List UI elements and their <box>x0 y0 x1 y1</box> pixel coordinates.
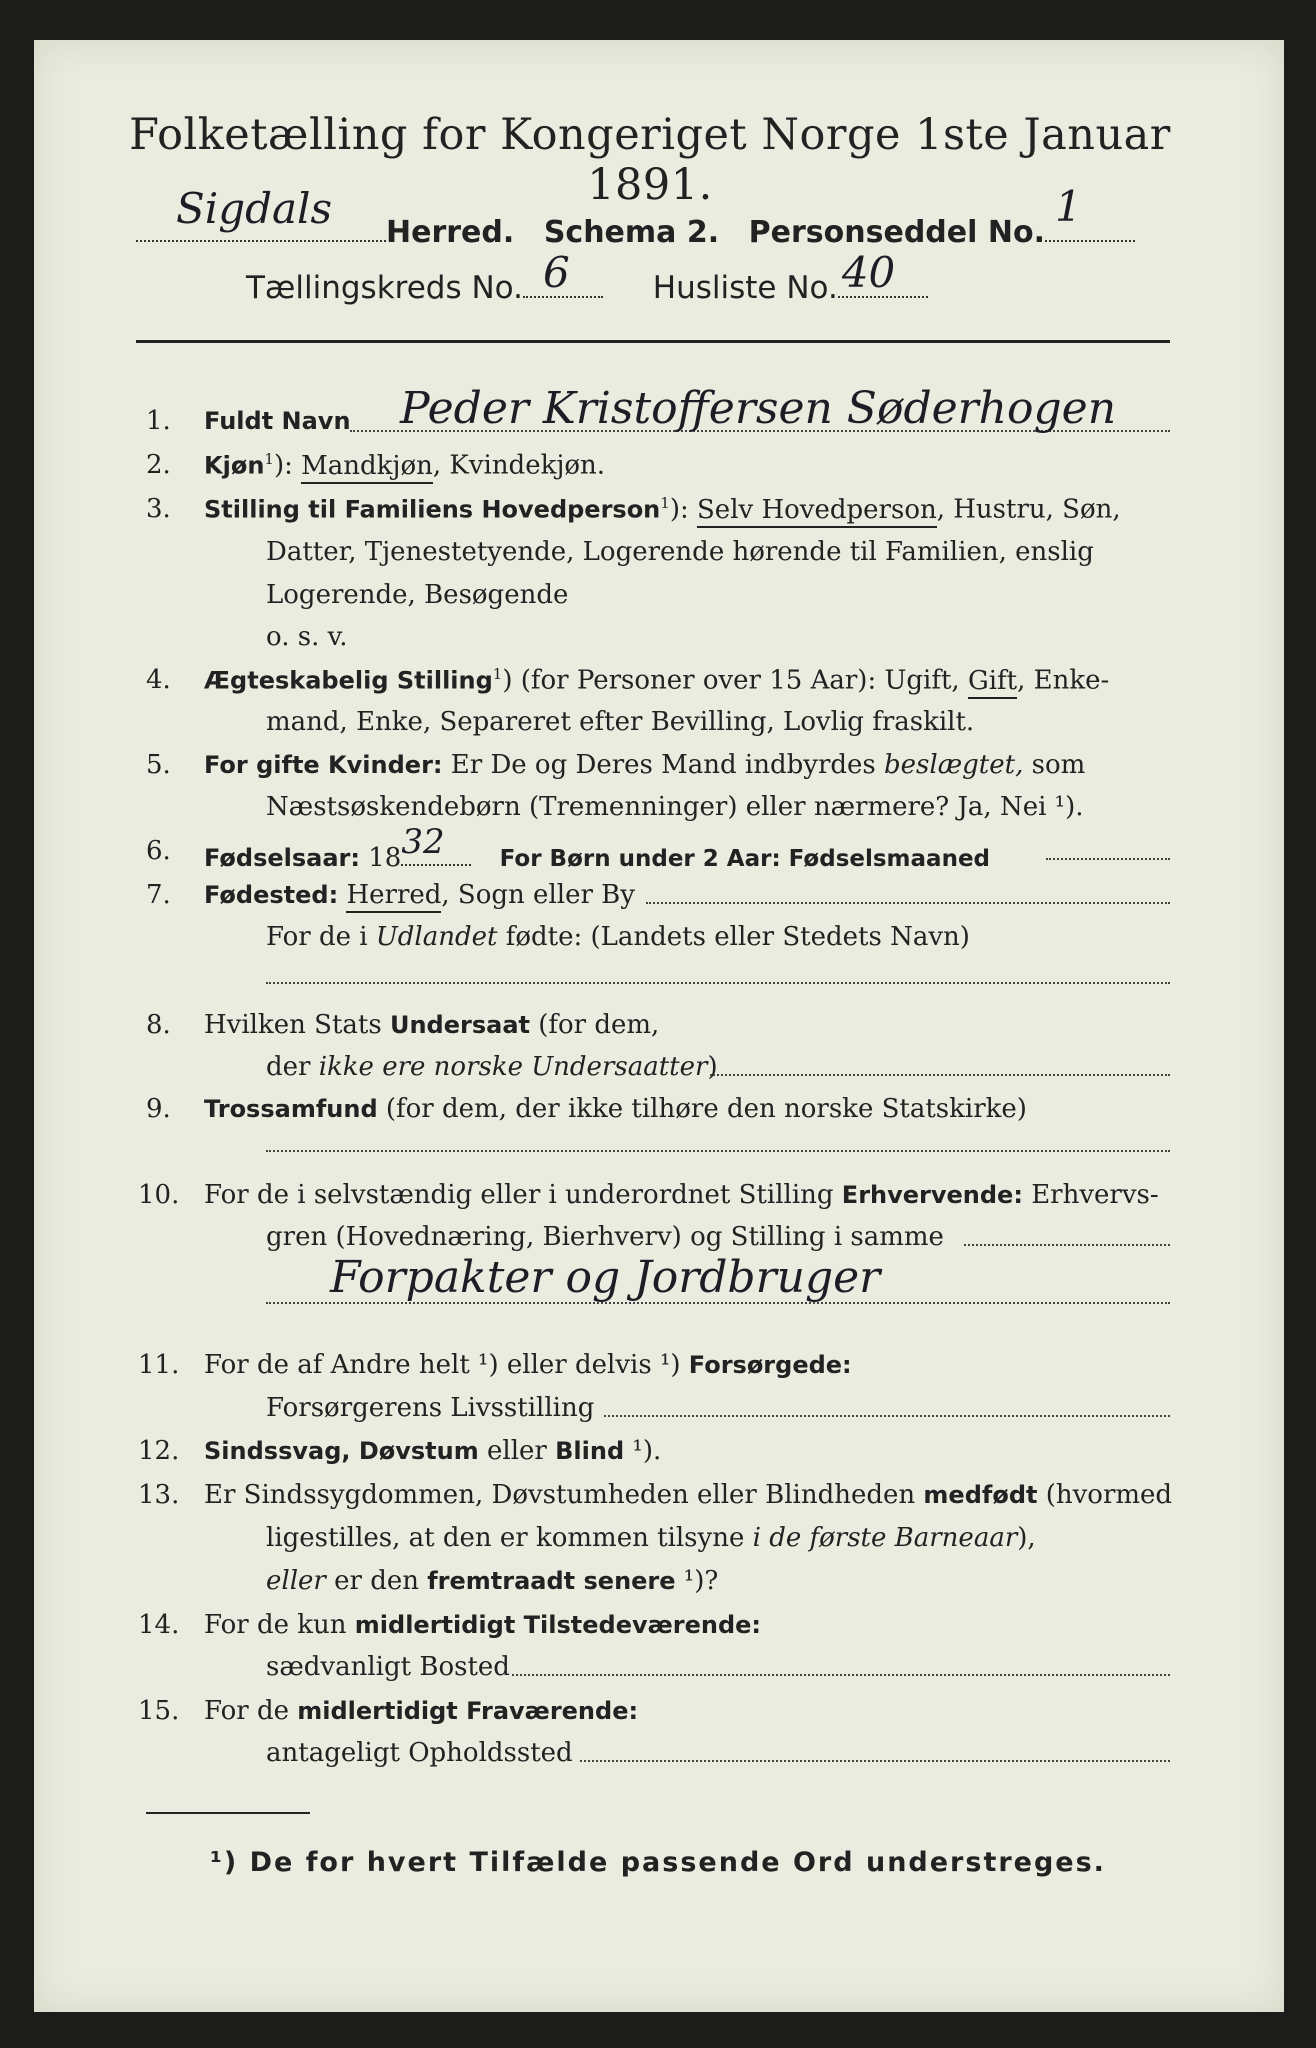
item-8-line-2-a: der <box>266 1052 319 1082</box>
item-6-label: Fødselsaar: <box>204 844 360 872</box>
item-7-line-2 <box>266 922 970 952</box>
item-10-line-2: gren (Hovednæring, Bierhverv) og Stilling i samme <box>266 1222 944 1252</box>
item-3 <box>204 494 1121 525</box>
item-7-fill-line <box>646 902 1170 904</box>
item-8-fill-line <box>710 1074 1170 1076</box>
item-8-text-b: (for dem, <box>529 1010 660 1040</box>
item-3-text-b: , Hustru, Søn, <box>936 494 1121 525</box>
item-2 <box>204 450 605 481</box>
item-14-line-2: sædvanligt Bosted <box>266 1652 510 1682</box>
kreds-label: Tællingskreds No. <box>246 270 523 306</box>
birth-year-value: 32 <box>401 822 445 862</box>
item-11-label: Forsørgede: <box>688 1351 852 1379</box>
herred-line <box>136 182 1166 250</box>
item-4-text-b: , Enke- <box>1017 665 1110 696</box>
item-6-fill-line <box>1046 858 1170 860</box>
item-6-number: 6. <box>146 836 171 866</box>
item-1 <box>204 406 351 436</box>
item-7 <box>204 880 635 910</box>
item-11-fill-line <box>604 1415 1170 1417</box>
item-2-text: ): <box>273 450 302 481</box>
full-name-value: Peder Kristoffersen Søderhogen <box>400 383 1117 434</box>
item-13-label: medfødt <box>923 1481 1038 1509</box>
husliste-value: 40 <box>841 248 896 297</box>
header-divider <box>136 340 1170 343</box>
item-10-label: Erhvervende: <box>841 1181 1023 1209</box>
item-9 <box>204 1094 1027 1124</box>
item-14-fill-line <box>512 1674 1170 1676</box>
item-6-text-b: For Børn under 2 Aar: Fødselsmaaned <box>499 846 991 872</box>
item-7-line-2-italic: Udlandet <box>375 922 498 952</box>
footnote-ref: 1 <box>492 665 503 683</box>
item-3-line-3: Logerende, Besøgende <box>266 580 569 610</box>
item-11 <box>204 1350 852 1380</box>
item-14 <box>204 1610 761 1640</box>
footnote-ref: 1 <box>660 494 670 512</box>
item-13-line-2-b: ), <box>1017 1523 1036 1553</box>
item-12 <box>204 1436 661 1466</box>
item-2-label: Kjøn <box>204 451 265 480</box>
footnote-ref: 1 <box>264 450 274 468</box>
kreds-value: 6 <box>542 248 570 297</box>
item-12-label: Sindssvag, Døvstum <box>204 1437 479 1465</box>
item-1-number: 1. <box>146 406 171 436</box>
item-9-fill-line <box>266 1150 1170 1152</box>
item-3-line-2: Datter, Tjenestetyende, Logerende hørende til Familien, enslig <box>266 537 1094 567</box>
item-12-text-b: ¹). <box>624 1436 662 1466</box>
item-3-text: ): <box>669 494 697 525</box>
schema-label: Schema 2. <box>543 215 720 250</box>
item-5-line-2: Næstsøskendebørn (Tremenninger) eller nærmere? Ja, Nei ¹). <box>266 792 1084 822</box>
item-7-number: 7. <box>146 880 171 910</box>
item-13 <box>204 1480 1172 1510</box>
item-10-number: 10. <box>138 1180 180 1210</box>
item-13-text: Er Sindssygdommen, Døvstumheden eller Blindheden <box>204 1480 924 1510</box>
item-15 <box>204 1696 638 1726</box>
item-3-number: 3. <box>146 494 171 524</box>
item-4-number: 4. <box>146 665 171 695</box>
item-7-text-b: , Sogn eller By <box>441 880 635 910</box>
item-8-line-2-b: ) <box>707 1052 718 1082</box>
item-10-text-b: Erhvervs- <box>1022 1180 1159 1210</box>
item-7-abroad-line <box>266 982 1170 984</box>
item-14-label: midlertidigt Tilstedeværende: <box>354 1611 762 1639</box>
item-8-line-2-italic: ikke ere norske Undersaatter <box>318 1052 708 1082</box>
item-13-line-2-a: ligestilles, at den er kommen tilsyne <box>266 1523 753 1553</box>
position-selected: Selv Hovedperson <box>697 495 937 528</box>
item-13-line-3-c: ¹)? <box>675 1566 719 1596</box>
item-15-text: For de <box>204 1696 298 1726</box>
item-13-line-2 <box>266 1523 1036 1553</box>
item-8-text: Hvilken Stats <box>204 1010 390 1040</box>
birth-year-prefix: 18 <box>368 843 402 873</box>
item-9-number: 9. <box>146 1094 171 1124</box>
item-1-label: Fuldt Navn <box>204 407 351 435</box>
item-10-text: For de i selvstændig eller i underordnet Stilling <box>204 1180 842 1210</box>
item-14-text: For de kun <box>204 1610 355 1640</box>
item-15-line-2: antageligt Opholdssted <box>266 1738 573 1768</box>
occupation-value: Forpakter og Jordbruger <box>330 1252 881 1303</box>
item-3-line-4: o. s. v. <box>266 622 348 652</box>
item-12-number: 12. <box>138 1436 180 1466</box>
item-4-line-2: mand, Enke, Separeret efter Bevilling, Lovlig fraskilt. <box>266 707 975 737</box>
item-8-number: 8. <box>146 1010 171 1040</box>
item-13-line-3-italic: eller <box>266 1566 326 1596</box>
item-4-text: ) (for Personer over 15 Aar): Ugift, <box>502 665 968 696</box>
herred-value: Sigdals <box>176 184 333 233</box>
marital-selected: Gift <box>968 666 1017 699</box>
item-5-label: For gifte Kvinder: <box>204 751 443 779</box>
item-15-number: 15. <box>138 1696 180 1726</box>
personseddel-value: 1 <box>1054 182 1082 231</box>
item-7-line-2-b: fødte: (Landets eller Stedets Navn) <box>497 922 970 952</box>
item-9-text-b: (for dem, der ikke tilhøre den norske Statskirke) <box>377 1094 1027 1124</box>
item-13-line-3-a: er den <box>325 1566 428 1596</box>
herred-label: Herred. <box>386 215 515 250</box>
item-8-label: Undersaat <box>389 1011 530 1039</box>
item-6 <box>204 822 991 873</box>
item-13-line-3 <box>266 1566 718 1596</box>
item-4 <box>204 665 1109 696</box>
item-11-number: 11. <box>138 1350 180 1380</box>
item-8-line-2 <box>266 1052 718 1082</box>
item-2-number: 2. <box>146 450 171 480</box>
item-8 <box>204 1010 659 1040</box>
item-7-line-2-a: For de i <box>266 922 376 952</box>
item-12-label-2: Blind <box>555 1437 625 1465</box>
item-9-label: Trossamfund <box>204 1095 378 1123</box>
item-15-label: midlertidigt Fraværende: <box>297 1697 639 1725</box>
kreds-line <box>246 248 1046 306</box>
item-3-label: Stilling til Familiens Hovedperson <box>204 495 661 524</box>
item-5-italic: beslægtet, <box>884 750 1024 780</box>
personseddel-label: Personseddel No. <box>748 215 1045 250</box>
item-13-text-b: (hvormed <box>1037 1480 1173 1510</box>
item-13-line-3-bold: fremtraadt senere <box>427 1567 676 1595</box>
item-4-label: Ægteskabelig Stilling <box>204 666 493 695</box>
item-7-label: Fødested: <box>204 881 339 909</box>
item-2-text-b: , Kvindekjøn. <box>432 450 606 481</box>
item-10 <box>204 1180 1159 1210</box>
item-5 <box>204 750 1085 780</box>
item-13-line-2-italic: i de første Barneaar <box>752 1523 1018 1553</box>
item-5-text-b: som <box>1023 750 1086 780</box>
item-11-text: For de af Andre helt ¹) eller delvis ¹) <box>204 1350 689 1380</box>
item-5-number: 5. <box>146 750 171 780</box>
form-title: Folketælling for Kongeriget Norge 1ste Januar 1891. <box>129 110 1171 210</box>
sex-selected: Mandkjøn <box>301 451 433 484</box>
item-14-number: 14. <box>138 1610 180 1640</box>
item-13-number: 13. <box>138 1480 180 1510</box>
footnote: ¹) De for hvert Tilfælde passende Ord understreges. <box>210 1847 1106 1878</box>
footnote-divider <box>146 1812 310 1814</box>
item-15-fill-line <box>580 1760 1170 1762</box>
item-5-text: Er De og Deres Mand indbyrdes <box>442 750 885 780</box>
item-11-line-2: Forsørgerens Livsstilling <box>266 1393 595 1423</box>
husliste-label: Husliste No. <box>652 270 838 306</box>
item-12-text: eller <box>478 1436 556 1466</box>
item-10-fill-line <box>964 1244 1170 1246</box>
birthplace-selected: Herred <box>346 880 441 913</box>
